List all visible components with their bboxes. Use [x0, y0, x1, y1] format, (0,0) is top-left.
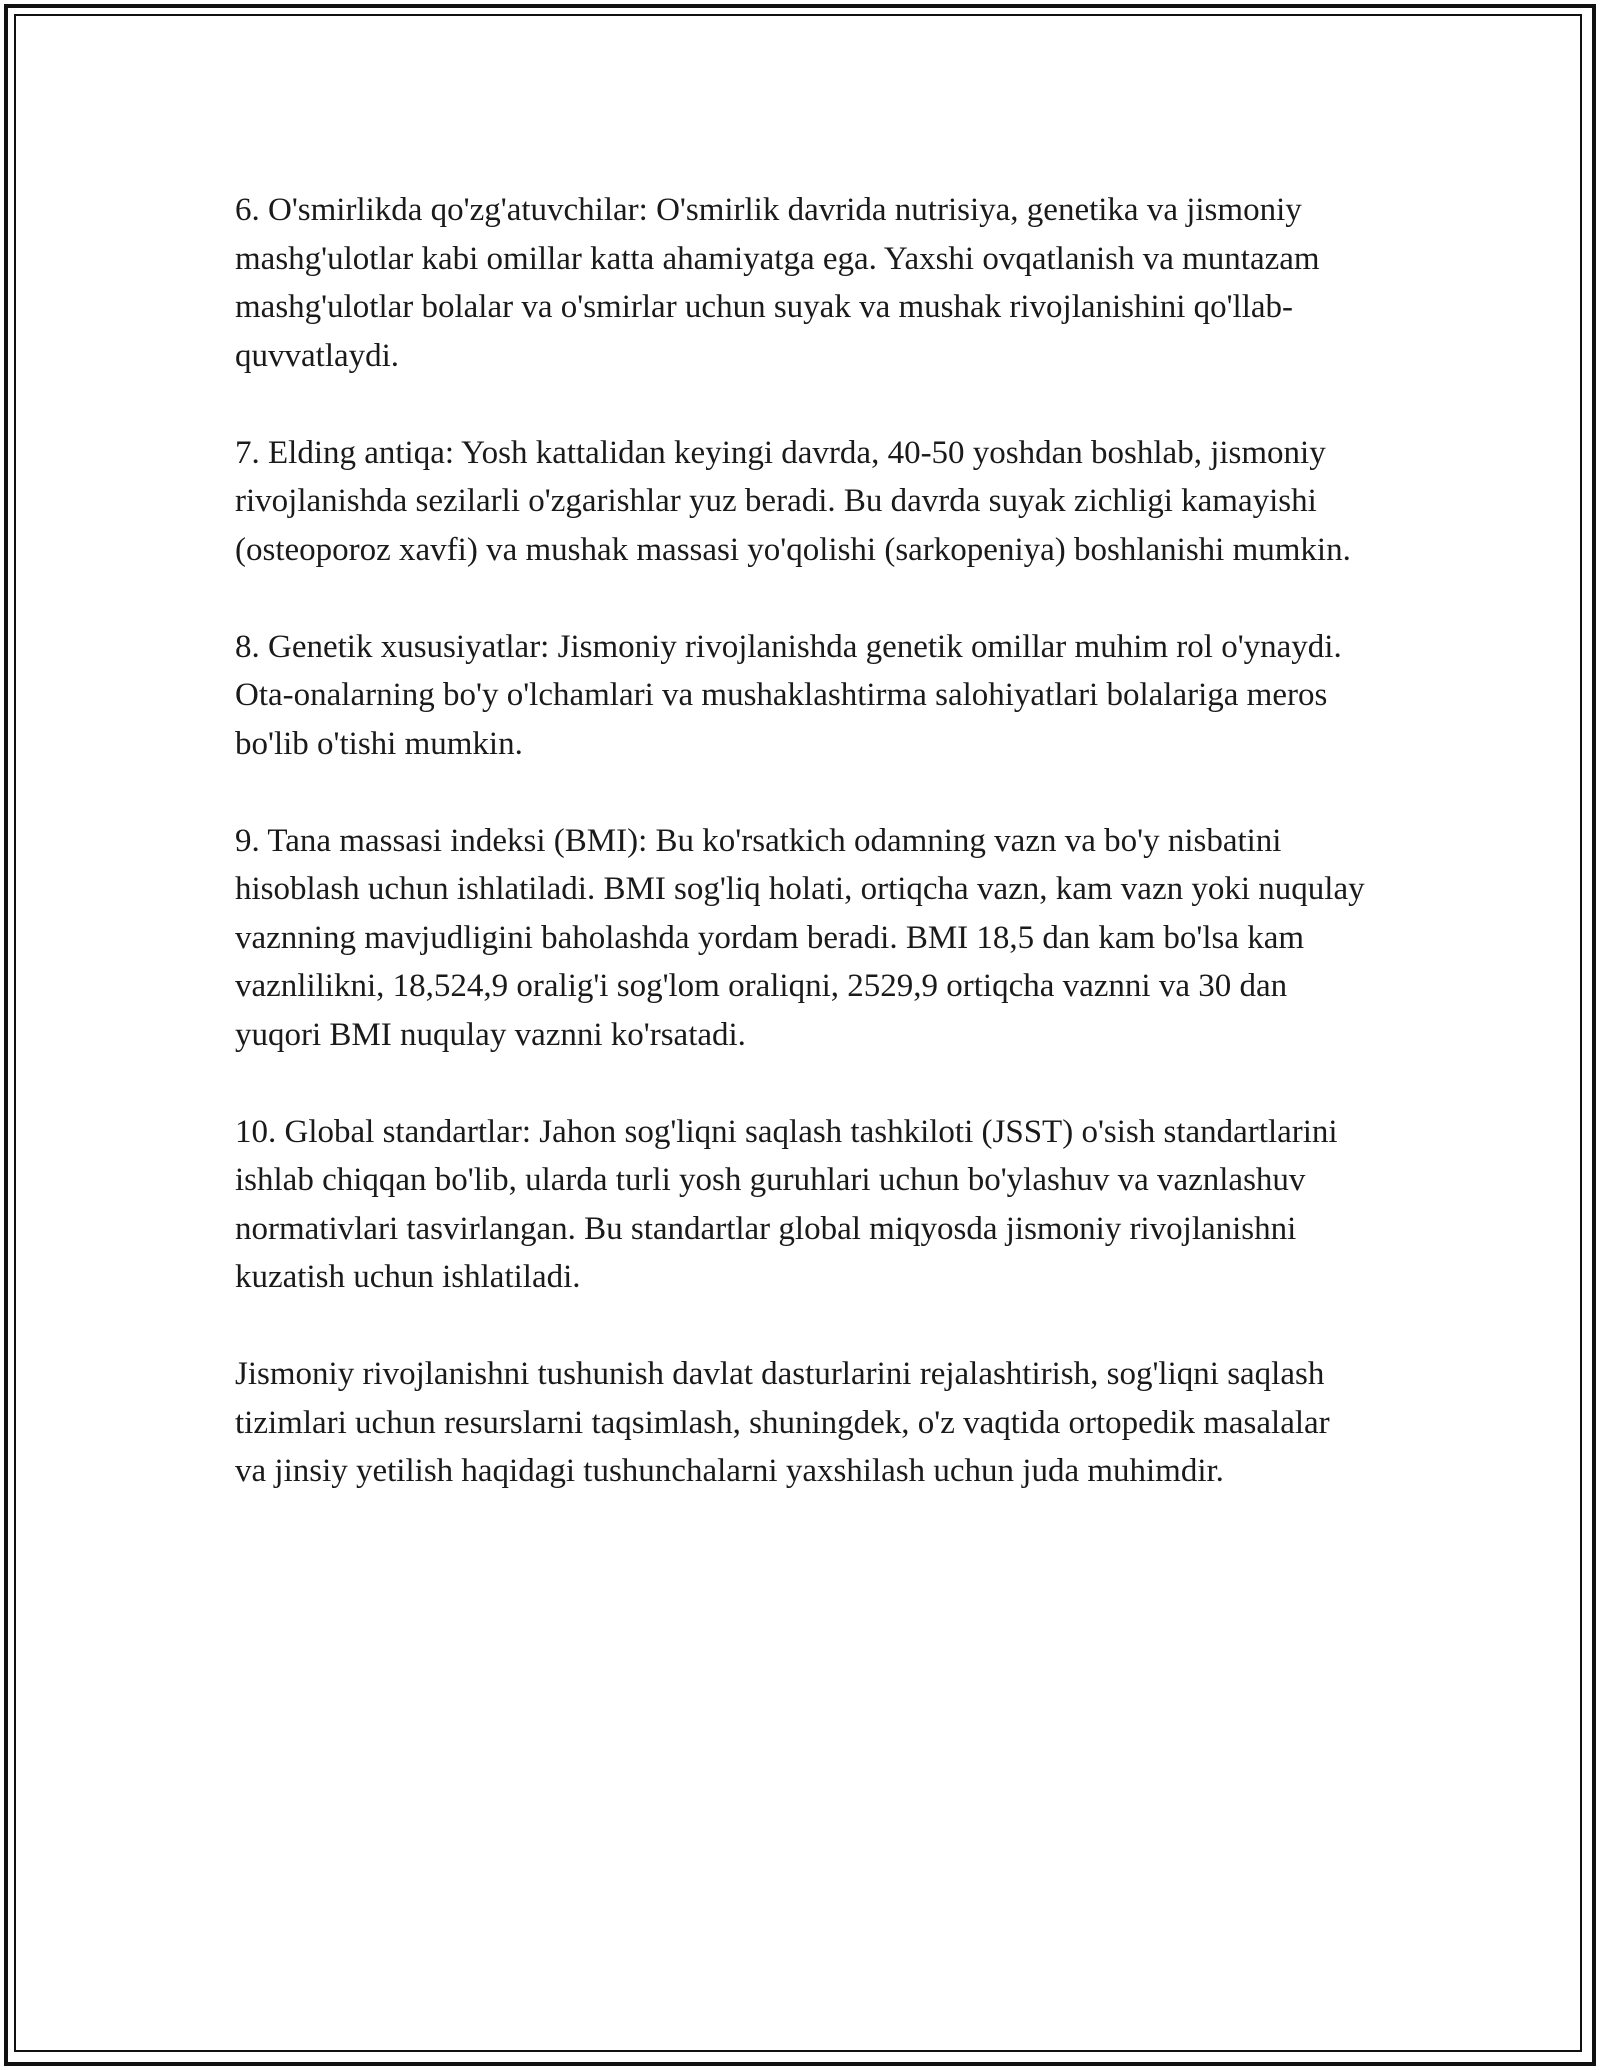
paragraph-bmi: 9. Tana massasi indeksi (BMI): Bu ko'rsatkich odamning vazn va bo'y nisbatini hisoblash uchun ishlatiladi. BMI sog'liq holati, ortiqcha vazn, kam vazn yoki nuqulay vaznning mavjudligini baholashda yordam beradi. BMI 18,5 dan kam bo'lsa kam vaznlilikni, 18,524,9 oralig'i sog'lom oraliqni, 2529,9 ortiqcha vaznni va 30 dan yuqori BMI nuqulay vaznni ko'rsatadi. — [235, 822, 1365, 1053]
document-body — [235, 186, 1365, 1544]
paragraph-global-standards: 10. Global standartlar: Jahon sog'liqni saqlash tashkiloti (JSST) o'sish standartlarini ishlab chiqqan bo'lib, ularda turli yosh guruhlari uchun bo'ylashuv va vaznlashuv normativlari tasvirlangan. Bu standartlar global miqyosda jismoniy rivojlanishni kuzatish uchun ishlatiladi. — [235, 1113, 1338, 1295]
paragraph-late-adulthood: 7. Elding antiqa: Yosh kattalidan keyingi davrda, 40-50 yoshdan boshlab, jismoniy rivojlanishda sezilarli o'zgarishlar yuz beradi. Bu davrda suyak zichligi kamayishi (osteoporoz xavfi) va mushak massasi yo'qolishi (sarkopeniya) boshlanishi mumkin. — [235, 434, 1351, 568]
paragraph-conclusion: Jismoniy rivojlanishni tushunish davlat dasturlarini rejalashtirish, sog'liqni saqlash tizimlari uchun resurslarni taqsimlash, shuningdek, o'z vaqtida ortopedik masalalar va jinsiy yetilish haqidagi tushunchalarni yaxshilash uchun juda muhimdir. — [235, 1356, 1330, 1489]
paragraph-adolescence-factors: 6. O'smirlikda qo'zg'atuvchilar: O'smirlik davrida nutrisiya, genetika va jismoniy mashg'ulotlar kabi omillar katta ahamiyatga ega. Yaxshi ovqatlanish va muntazam mashg'ulotlar bolalar va o'smirlar uchun suyak va mushak rivojlanishini qo'llab-quvvatlaydi. — [235, 192, 1320, 374]
paragraph-genetic-traits: 8. Genetik xususiyatlar: Jismoniy rivojlanishda genetik omillar muhim rol o'ynaydi. Ota-onalarning bo'y o'lchamlari va mushaklashtirma salohiyatlari bolalariga meros bo'lib o'tishi mumkin. — [235, 628, 1342, 762]
